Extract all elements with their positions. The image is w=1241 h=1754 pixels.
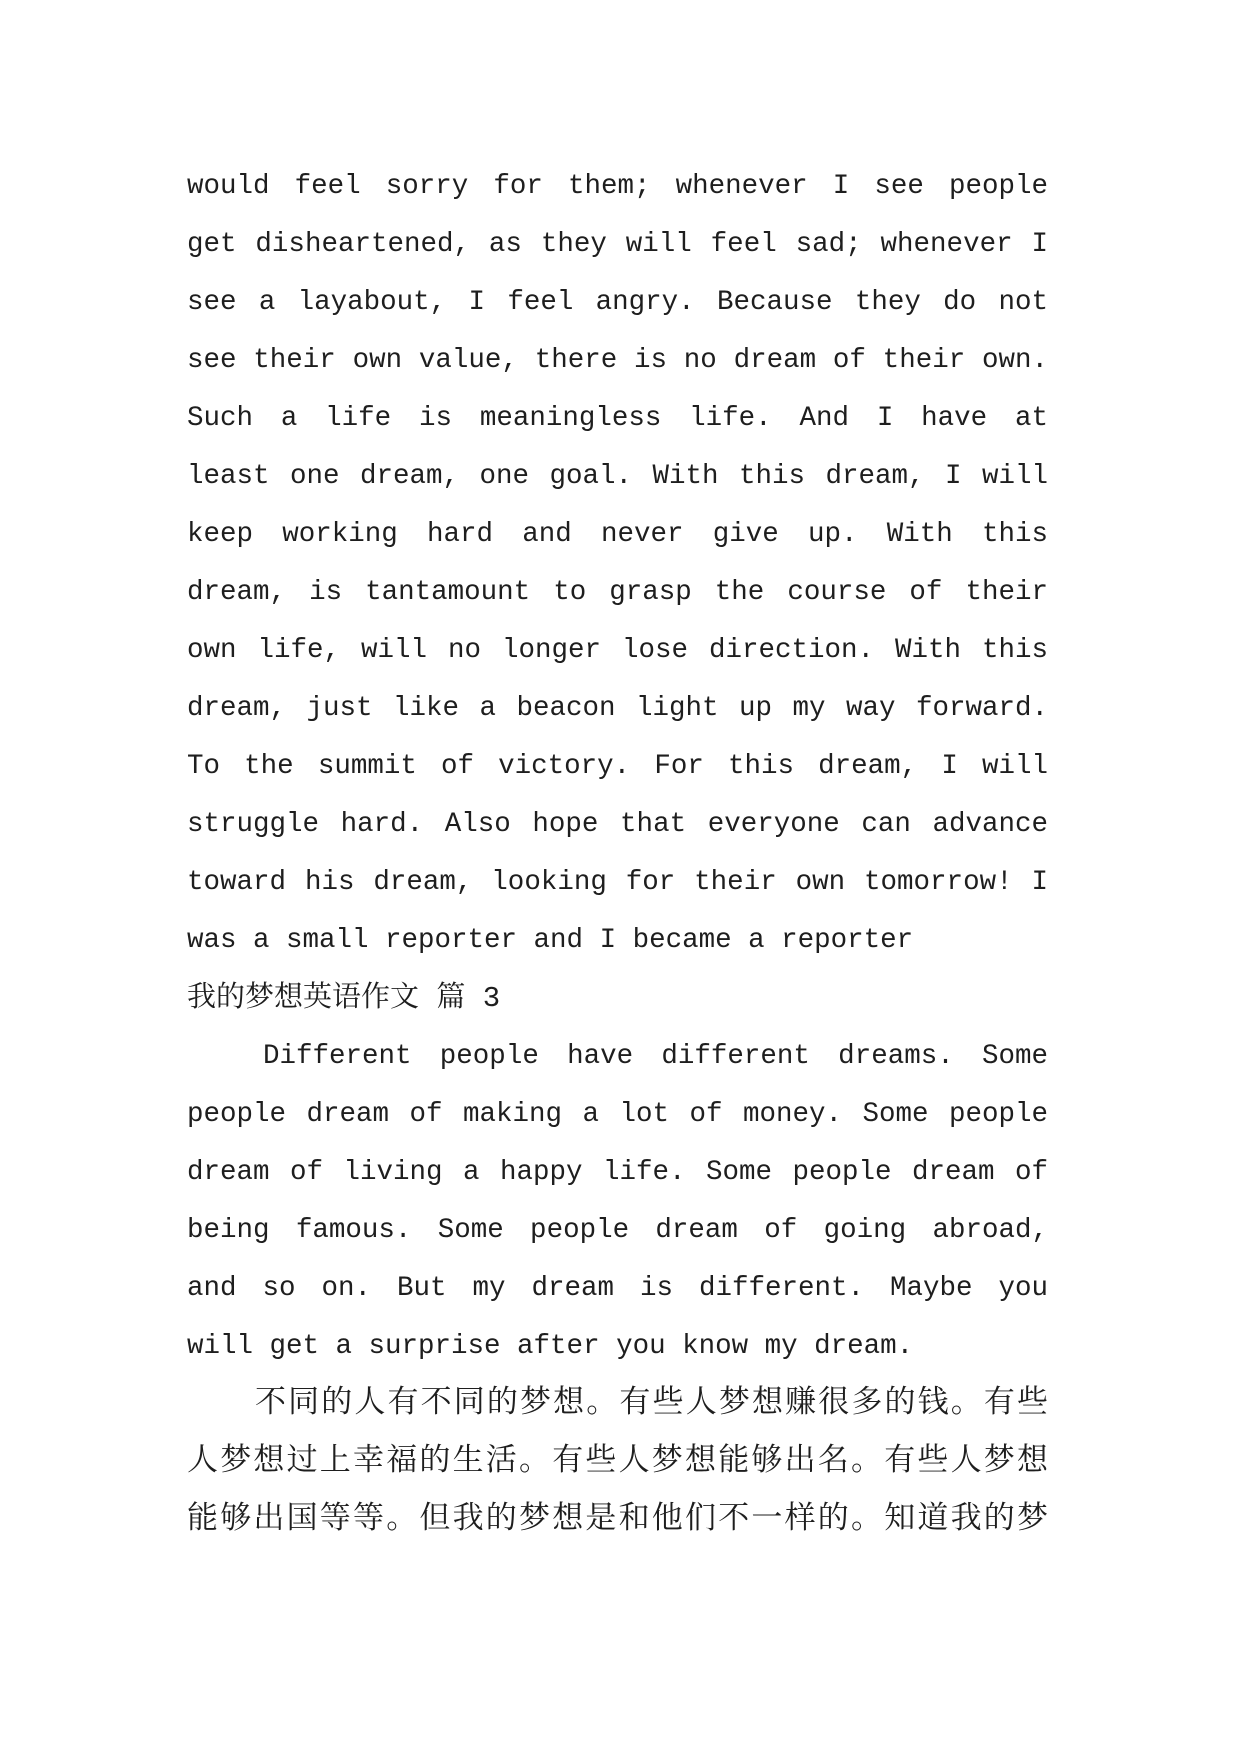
paragraph-line: see a layabout, I feel angry. Because they do not xyxy=(187,287,1048,318)
paragraph-line: 人梦想过上幸福的生活。有些人梦想能够出名。有些人梦想 xyxy=(187,1445,1048,1480)
paragraph-line: dream, is tantamount to grasp the course of their xyxy=(187,577,1048,608)
paragraph-line: people dream of making a lot of money. Some people xyxy=(187,1099,1048,1130)
section-heading: 我的梦想英语作文 篇 3 xyxy=(187,982,501,1015)
paragraph-line: dream, just like a beacon light up my way forward. xyxy=(187,693,1048,724)
paragraph-line: 能够出国等等。但我的梦想是和他们不一样的。知道我的梦 xyxy=(187,1503,1048,1538)
paragraph-line: and so on. But my dream is different. Maybe you xyxy=(187,1273,1048,1304)
paragraph-line: get disheartened, as they will feel sad; whenever I xyxy=(187,229,1048,260)
paragraph-line: keep working hard and never give up. With this xyxy=(187,519,1048,550)
paragraph-line: 不同的人有不同的梦想。有些人梦想赚很多的钱。有些 xyxy=(255,1387,1048,1422)
paragraph-line: will get a surprise after you know my dream. xyxy=(187,1331,914,1362)
paragraph-line: toward his dream, looking for their own tomorrow! I xyxy=(187,867,1048,898)
english-paragraph xyxy=(187,1028,1048,1376)
paragraph-line: To the summit of victory. For this dream, I will xyxy=(187,751,1048,782)
continuation-paragraph xyxy=(187,158,1048,970)
paragraph-line: Different people have different dreams. Some xyxy=(263,1041,1048,1072)
paragraph-line: being famous. Some people dream of going abroad, xyxy=(187,1215,1048,1246)
paragraph-line: was a small reporter and I became a reporter xyxy=(187,925,914,956)
paragraph-line: would feel sorry for them; whenever I see people xyxy=(187,171,1048,202)
paragraph-line: least one dream, one goal. With this dream, I will xyxy=(187,461,1048,492)
chinese-paragraph xyxy=(187,1376,1048,1550)
document-page-content xyxy=(187,158,1048,1550)
paragraph-line: own life, will no longer lose direction. With this xyxy=(187,635,1048,666)
paragraph-line: see their own value, there is no dream of their own. xyxy=(187,345,1048,376)
paragraph-line: dream of living a happy life. Some people dream of xyxy=(187,1157,1048,1188)
paragraph-line: struggle hard. Also hope that everyone can advance xyxy=(187,809,1048,840)
paragraph-line: Such a life is meaningless life. And I have at xyxy=(187,403,1048,434)
